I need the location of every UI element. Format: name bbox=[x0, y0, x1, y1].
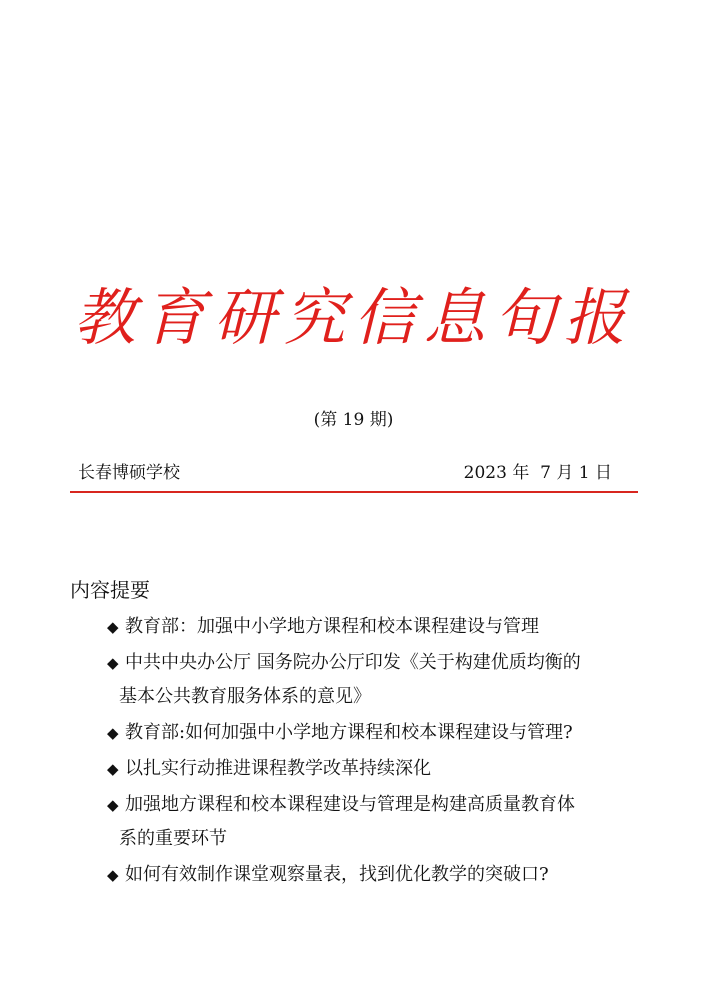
diamond-bullet-icon: ◆ bbox=[107, 760, 119, 778]
toc-item-text: 以扎实行动推进课程教学改革持续深化 bbox=[125, 758, 431, 779]
toc-item[interactable] bbox=[107, 610, 627, 644]
toc-item-text: 如何有效制作课堂观察量表，找到优化教学的突破口? bbox=[125, 864, 549, 885]
header-info-line bbox=[72, 461, 636, 487]
issue-number: (第 19 期) bbox=[313, 410, 394, 430]
publish-date: 2023 年 7 月 1 日 bbox=[463, 463, 612, 483]
red-divider bbox=[70, 491, 638, 493]
toc-item-text: 教育部：加强中小学地方课程和校本课程建设与管理 bbox=[125, 616, 539, 637]
toc-item[interactable] bbox=[107, 646, 627, 714]
toc-item[interactable] bbox=[107, 858, 627, 892]
toc-heading: 内容提要 bbox=[70, 578, 150, 602]
masthead-title: 教育研究信息旬报 bbox=[73, 281, 634, 354]
diamond-bullet-icon: ◆ bbox=[107, 618, 119, 636]
toc-item-text-continued: 基本公共教育服务体系的意见》 bbox=[119, 686, 371, 707]
toc-item-text: 教育部:如何加强中小学地方课程和校本课程建设与管理? bbox=[125, 722, 573, 743]
toc-list bbox=[107, 610, 627, 892]
school-name: 长春博硕学校 bbox=[78, 463, 180, 483]
diamond-bullet-icon: ◆ bbox=[107, 654, 119, 672]
toc-item-text: 加强地方课程和校本课程建设与管理是构建高质量教育体 bbox=[125, 794, 575, 815]
toc-item-text: 中共中央办公厅 国务院办公厅印发《关于构建优质均衡的 bbox=[125, 652, 581, 673]
diamond-bullet-icon: ◆ bbox=[107, 724, 119, 742]
toc-item-text-continued: 系的重要环节 bbox=[119, 828, 227, 849]
diamond-bullet-icon: ◆ bbox=[107, 796, 119, 814]
toc-item[interactable] bbox=[107, 716, 627, 750]
toc-item[interactable] bbox=[107, 788, 627, 856]
toc-item[interactable] bbox=[107, 752, 627, 786]
diamond-bullet-icon: ◆ bbox=[107, 866, 119, 884]
